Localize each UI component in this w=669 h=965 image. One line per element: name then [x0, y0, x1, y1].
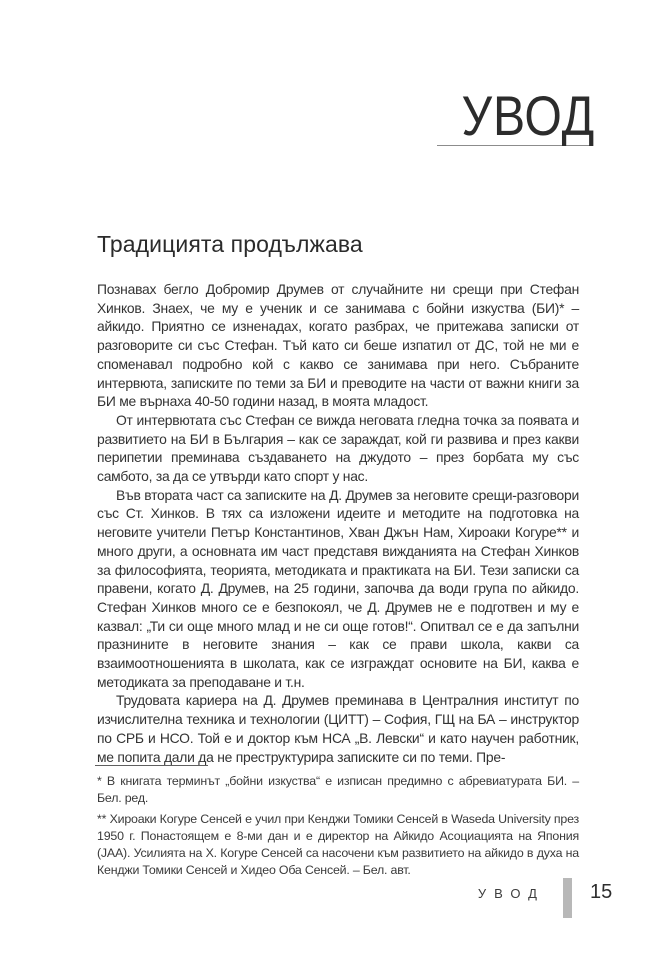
- paragraph: От интервютата със Стефан се вижда неговата гледна точка за появата и развитието на БИ в България – как се зараждат, кой ги развива и през какви перипетии преминава създаването на джудото – през борбата му със самбото, за да се утвърди като спорт у нас.: [97, 411, 579, 485]
- running-footer-section-label: УВОД: [477, 886, 545, 901]
- footer-bar-decoration: [563, 878, 572, 918]
- paragraph: Познавах бегло Добромир Друмев от случайните ни срещи при Стефан Хинков. Знаех, че му е ученик и се занимава с бойни изкуства (БИ)* – айкидо. Приятно се изненадах, когато разбрах, че притежава записки от разговорите си със Стефан. Тъй като си беше изпатил от ДС, той не ми е споменавал подробно кой с какво се занимава при него. Събраните интервюта, записките по теми за БИ и преводите на части от важни книги за БИ ме върнаха 40-50 години назад, в моята младост.: [97, 281, 579, 410]
- footnotes: [97, 773, 579, 882]
- body-text: [97, 280, 579, 766]
- chapter-title: УВОД: [461, 84, 596, 147]
- chapter-title-block: [437, 84, 596, 147]
- paragraph: Трудовата кариера на Д. Друмев преминава в Централния институт по изчислителна техника и технологии (ЦИТТ) – София, ГЩ на БА – инструктор по СРБ и НСО. Той е и доктор към НСА „В. Левски“ и като научен работник, ме попита дали да не преструктурира записките си по теми. Пре-: [97, 692, 579, 765]
- paragraph: Във втората част са записките на Д. Друмев за неговите срещи-разговори със Ст. Хинков. В тях са изложени идеите и методите на подготовка на неговите учители Петър Константинов, Хван Джън Нам, Хироаки Когуре** и много други, а основната им част представя вижданията на Стефан Хинков за философията, теорията, методиката и практиката на БИ. Тези записки са правени, когато Д. Друмев, на 25 години, започва да води група по айкидо. Стефан Хинков много се е безпокоял, че Д. Друмев не е подготвен и му е казвал: „Ти си още много млад и не си още готов!“. Опитвал се е да запълни празнините в неговите знания – как се прави школа, какви са взаимоотношенията в школата, как се изграждат основите на БИ, каква е методиката за преподаване и т.н.: [97, 486, 579, 690]
- page-number: 15: [590, 881, 613, 903]
- footnote-separator-rule: [95, 765, 208, 766]
- footnote: * В книгата терминът „бойни изкуства“ е изписан предимно с абревиатурата БИ. – Бел. ред.: [97, 774, 579, 805]
- section-heading: Традицията продължава: [97, 231, 363, 257]
- footnote: ** Хироаки Когуре Сенсей е учил при Кенджи Томики Сенсей в Waseda University през 1950 г. Понастоящем е 8-ми дан и е директор на Айкидо Асоциацията на Япония (JAA). Усилията на Х. Когуре Сенсей са насочени към развитието на айкидо в духа на Кенджи Томики Сенсей и Хидео Оба Сенсей. – Бел. авт.: [97, 811, 579, 877]
